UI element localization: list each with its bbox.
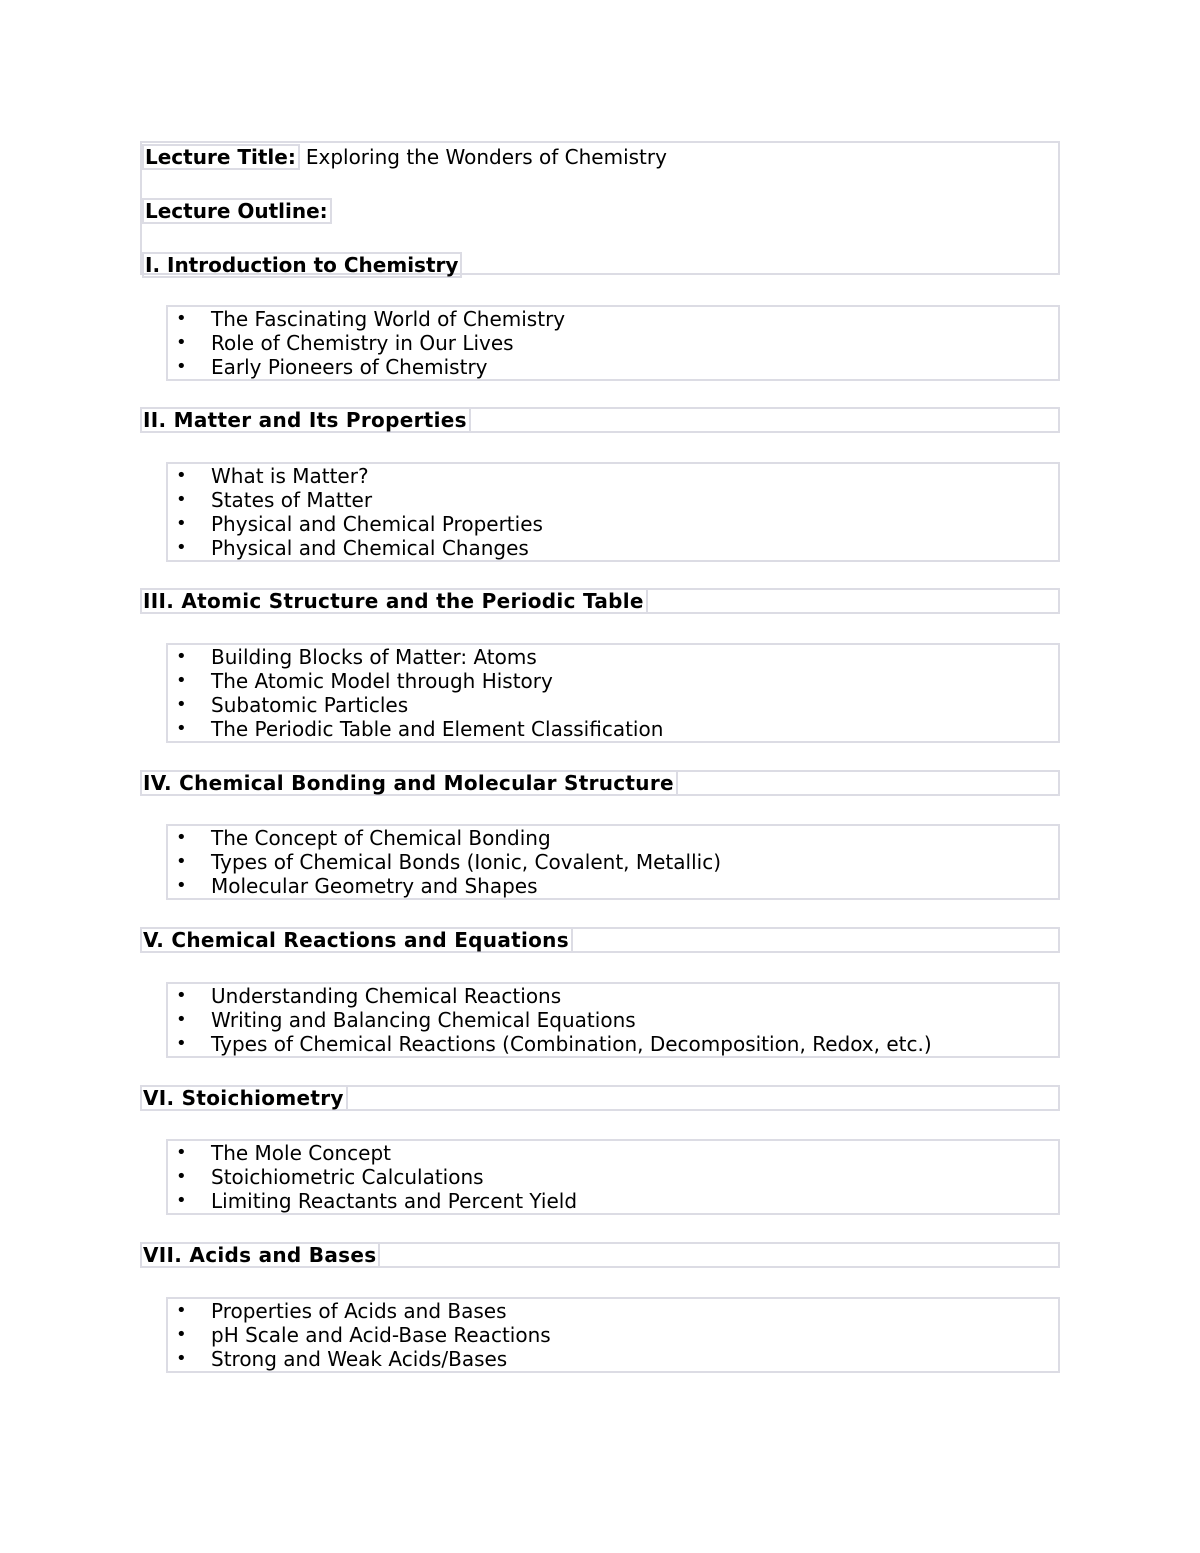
lecture-title-row xyxy=(142,144,667,170)
list-item-text: The Atomic Model through History xyxy=(211,669,553,693)
list-item-text: Building Blocks of Matter: Atoms xyxy=(211,645,537,669)
list-item xyxy=(168,874,1058,898)
bullet-icon: • xyxy=(176,1324,187,1345)
list-item xyxy=(168,1141,1058,1165)
lecture-title-value: Exploring the Wonders of Chemistry xyxy=(305,145,667,169)
bullet-icon: • xyxy=(176,332,187,353)
list-item-text: The Periodic Table and Element Classification xyxy=(211,717,664,741)
section-2-heading-box xyxy=(140,407,1060,433)
list-item xyxy=(168,1299,1058,1323)
section-heading: VII. Acids and Bases xyxy=(140,1242,380,1268)
list-item xyxy=(168,693,1058,717)
section-heading-row xyxy=(142,252,462,278)
list-item xyxy=(168,464,1058,488)
lecture-outline-label: Lecture Outline: xyxy=(142,198,332,224)
list-item-text: Physical and Chemical Changes xyxy=(211,536,529,560)
section-6-heading-box xyxy=(140,1085,1060,1111)
bullet-icon: • xyxy=(176,1190,187,1211)
list-item-text: Molecular Geometry and Shapes xyxy=(211,874,538,898)
list-item xyxy=(168,1008,1058,1032)
bullet-icon: • xyxy=(176,670,187,691)
list-item-text: Properties of Acids and Bases xyxy=(211,1299,507,1323)
list-item-text: States of Matter xyxy=(211,488,373,512)
bullet-icon: • xyxy=(176,646,187,667)
list-item xyxy=(168,826,1058,850)
section-heading: III. Atomic Structure and the Periodic Table xyxy=(140,588,648,614)
list-item-text: Subatomic Particles xyxy=(211,693,409,717)
list-item-text: Understanding Chemical Reactions xyxy=(211,984,562,1008)
list-item xyxy=(168,669,1058,693)
section-3-list xyxy=(166,643,1060,743)
section-2-list xyxy=(166,462,1060,562)
section-5-list xyxy=(166,982,1060,1058)
section-7-list xyxy=(166,1297,1060,1373)
section-1-list xyxy=(166,305,1060,381)
list-item-text: Strong and Weak Acids/Bases xyxy=(211,1347,508,1371)
section-4-heading-box xyxy=(140,770,1060,796)
list-item xyxy=(168,536,1058,560)
section-heading: IV. Chemical Bonding and Molecular Structure xyxy=(140,770,678,796)
bullet-icon: • xyxy=(176,875,187,896)
list-item xyxy=(168,1189,1058,1213)
lecture-header-block xyxy=(140,141,1060,275)
section-heading: I. Introduction to Chemistry xyxy=(142,252,462,278)
lecture-title-label: Lecture Title: xyxy=(142,144,300,170)
section-7-heading-box xyxy=(140,1242,1060,1268)
section-3-heading-box xyxy=(140,588,1060,614)
bullet-icon: • xyxy=(176,1033,187,1054)
list-item-text: What is Matter? xyxy=(211,464,369,488)
list-item-text: The Fascinating World of Chemistry xyxy=(211,307,566,331)
list-item-text: Physical and Chemical Properties xyxy=(211,512,543,536)
section-heading: V. Chemical Reactions and Equations xyxy=(140,927,573,953)
bullet-icon: • xyxy=(176,985,187,1006)
list-item-text: The Mole Concept xyxy=(211,1141,391,1165)
list-item-text: Stoichiometric Calculations xyxy=(211,1165,484,1189)
list-item-text: Types of Chemical Bonds (Ionic, Covalent, Metallic) xyxy=(211,850,721,874)
section-5-heading-box xyxy=(140,927,1060,953)
bullet-icon: • xyxy=(176,308,187,329)
list-item xyxy=(168,984,1058,1008)
bullet-icon: • xyxy=(176,1166,187,1187)
list-item-text: pH Scale and Acid-Base Reactions xyxy=(211,1323,551,1347)
section-4-list xyxy=(166,824,1060,900)
list-item xyxy=(168,488,1058,512)
list-item xyxy=(168,1347,1058,1371)
bullet-icon: • xyxy=(176,356,187,377)
list-item-text: Types of Chemical Reactions (Combination, Decomposition, Redox, etc.) xyxy=(211,1032,932,1056)
list-item xyxy=(168,512,1058,536)
list-item-text: Writing and Balancing Chemical Equations xyxy=(211,1008,636,1032)
bullet-icon: • xyxy=(176,1300,187,1321)
section-6-list xyxy=(166,1139,1060,1215)
bullet-icon: • xyxy=(176,465,187,486)
list-item-text: The Concept of Chemical Bonding xyxy=(211,826,551,850)
list-item xyxy=(168,717,1058,741)
list-item-text: Limiting Reactants and Percent Yield xyxy=(211,1189,578,1213)
bullet-icon: • xyxy=(176,851,187,872)
list-item-text: Role of Chemistry in Our Lives xyxy=(211,331,514,355)
list-item xyxy=(168,331,1058,355)
bullet-icon: • xyxy=(176,1142,187,1163)
section-heading: VI. Stoichiometry xyxy=(140,1085,348,1111)
list-item xyxy=(168,355,1058,379)
bullet-icon: • xyxy=(176,513,187,534)
bullet-icon: • xyxy=(176,718,187,739)
bullet-icon: • xyxy=(176,694,187,715)
lecture-outline-row xyxy=(142,198,332,224)
bullet-icon: • xyxy=(176,489,187,510)
bullet-icon: • xyxy=(176,1348,187,1369)
bullet-icon: • xyxy=(176,827,187,848)
list-item xyxy=(168,1032,1058,1056)
list-item-text: Early Pioneers of Chemistry xyxy=(211,355,488,379)
list-item xyxy=(168,1165,1058,1189)
section-heading: II. Matter and Its Properties xyxy=(140,407,471,433)
list-item xyxy=(168,1323,1058,1347)
list-item xyxy=(168,307,1058,331)
bullet-icon: • xyxy=(176,537,187,558)
list-item xyxy=(168,645,1058,669)
list-item xyxy=(168,850,1058,874)
bullet-icon: • xyxy=(176,1009,187,1030)
